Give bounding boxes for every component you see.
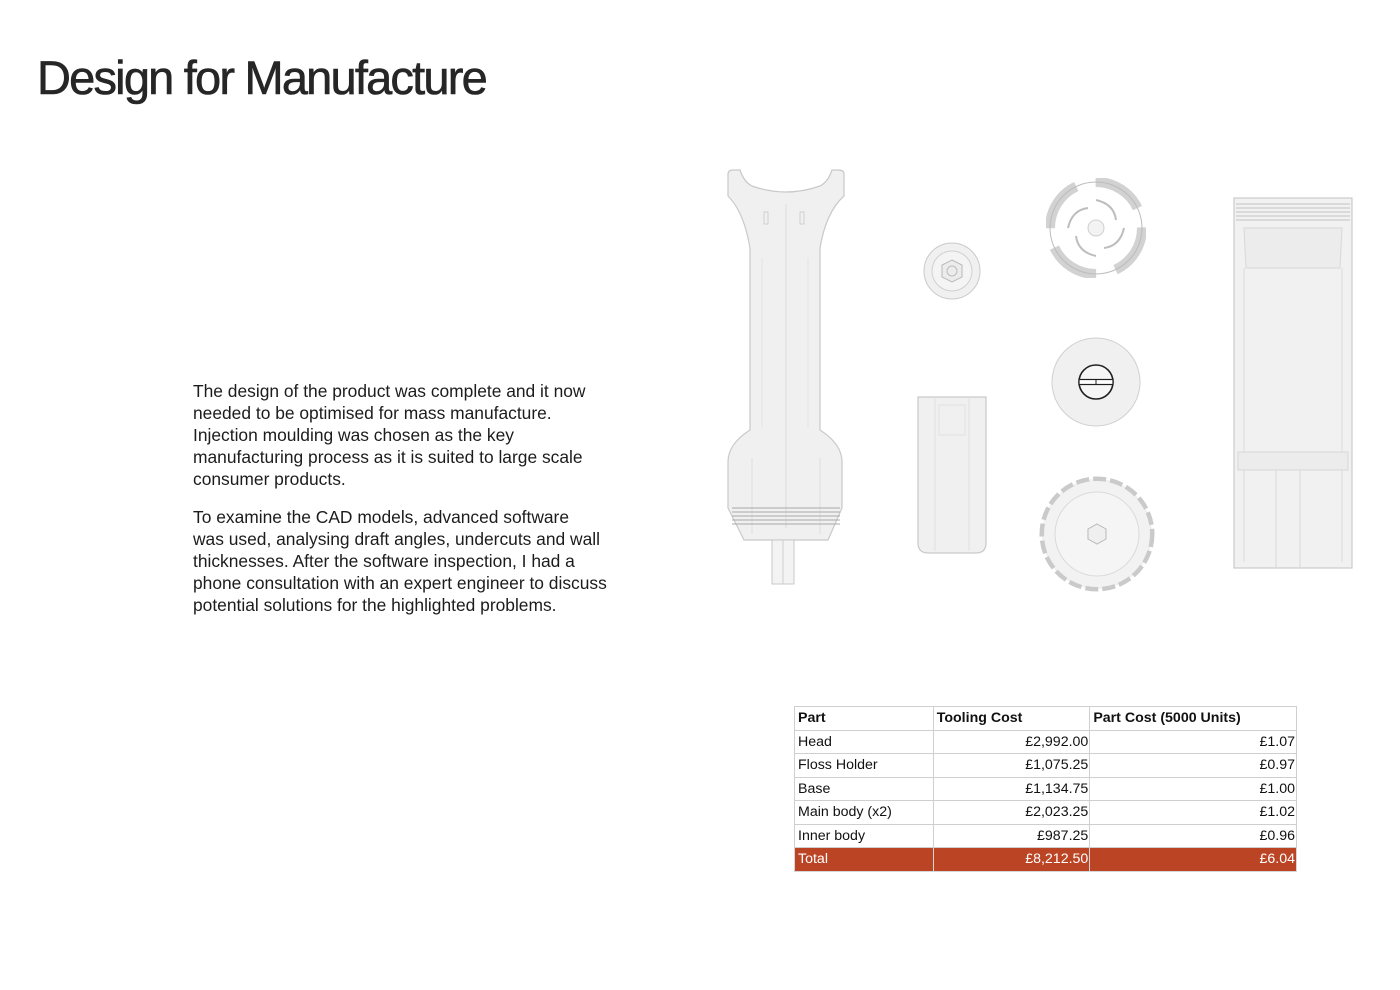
inner-body-part-icon xyxy=(1232,196,1354,570)
intro-paragraph: The design of the product was complete and it now needed to be optimised for mass manufacture. Injection moulding was chosen as the key manufacturing process as it is suited to large scale consumer products. xyxy=(193,381,586,489)
cost-table xyxy=(794,706,1297,872)
tooling-cost-cell: £2,992.00 xyxy=(933,730,1090,754)
page-title: Design for Manufacture xyxy=(37,51,486,104)
table-header-row xyxy=(795,707,1297,731)
part-name-cell: Head xyxy=(795,730,934,754)
table-row xyxy=(795,777,1297,801)
part-cost-cell: £1.07 xyxy=(1090,730,1297,754)
tooling-cost-cell: £1,075.25 xyxy=(933,754,1090,778)
part-name-cell: Floss Holder xyxy=(795,754,934,778)
part-name-cell: Inner body xyxy=(795,824,934,848)
main-body-part-icon xyxy=(722,168,852,588)
part-name-cell: Main body (x2) xyxy=(795,801,934,825)
floss-holder-part-icon xyxy=(915,395,989,557)
total-tooling-cost-cell: £8,212.50 xyxy=(933,848,1090,872)
col-header-tooling-cost: Tooling Cost xyxy=(933,707,1090,731)
part-cost-cell: £1.02 xyxy=(1090,801,1297,825)
col-header-part: Part xyxy=(795,707,934,731)
total-label-cell: Total xyxy=(795,848,934,872)
total-row xyxy=(795,848,1297,872)
small-nut-part-icon xyxy=(922,240,982,302)
table-row xyxy=(795,824,1297,848)
table-row xyxy=(795,801,1297,825)
table-row xyxy=(795,730,1297,754)
total-part-cost-cell: £6.04 xyxy=(1090,848,1297,872)
intro-paragraph: To examine the CAD models, advanced software was used, analysing draft angles, undercuts and wall thicknesses. After the software inspection, I had a phone consultation with an expert engineer to discuss potential solutions for the highlighted problems. xyxy=(193,507,607,615)
tooling-cost-cell: £2,023.25 xyxy=(933,801,1090,825)
part-cost-cell: £1.00 xyxy=(1090,777,1297,801)
table-row xyxy=(795,754,1297,778)
intro-text xyxy=(193,380,653,632)
tooling-cost-cell: £987.25 xyxy=(933,824,1090,848)
part-name-cell: Base xyxy=(795,777,934,801)
knurled-cap-part-icon xyxy=(1037,474,1157,594)
tooling-cost-cell: £1,134.75 xyxy=(933,777,1090,801)
col-header-part-cost: Part Cost (5000 Units) xyxy=(1090,707,1297,731)
slotted-disc-part-icon xyxy=(1050,336,1142,428)
part-cost-cell: £0.97 xyxy=(1090,754,1297,778)
part-cost-cell: £0.96 xyxy=(1090,824,1297,848)
exploded-parts-render xyxy=(710,160,1370,600)
clip-ring-part-icon xyxy=(1046,178,1146,278)
